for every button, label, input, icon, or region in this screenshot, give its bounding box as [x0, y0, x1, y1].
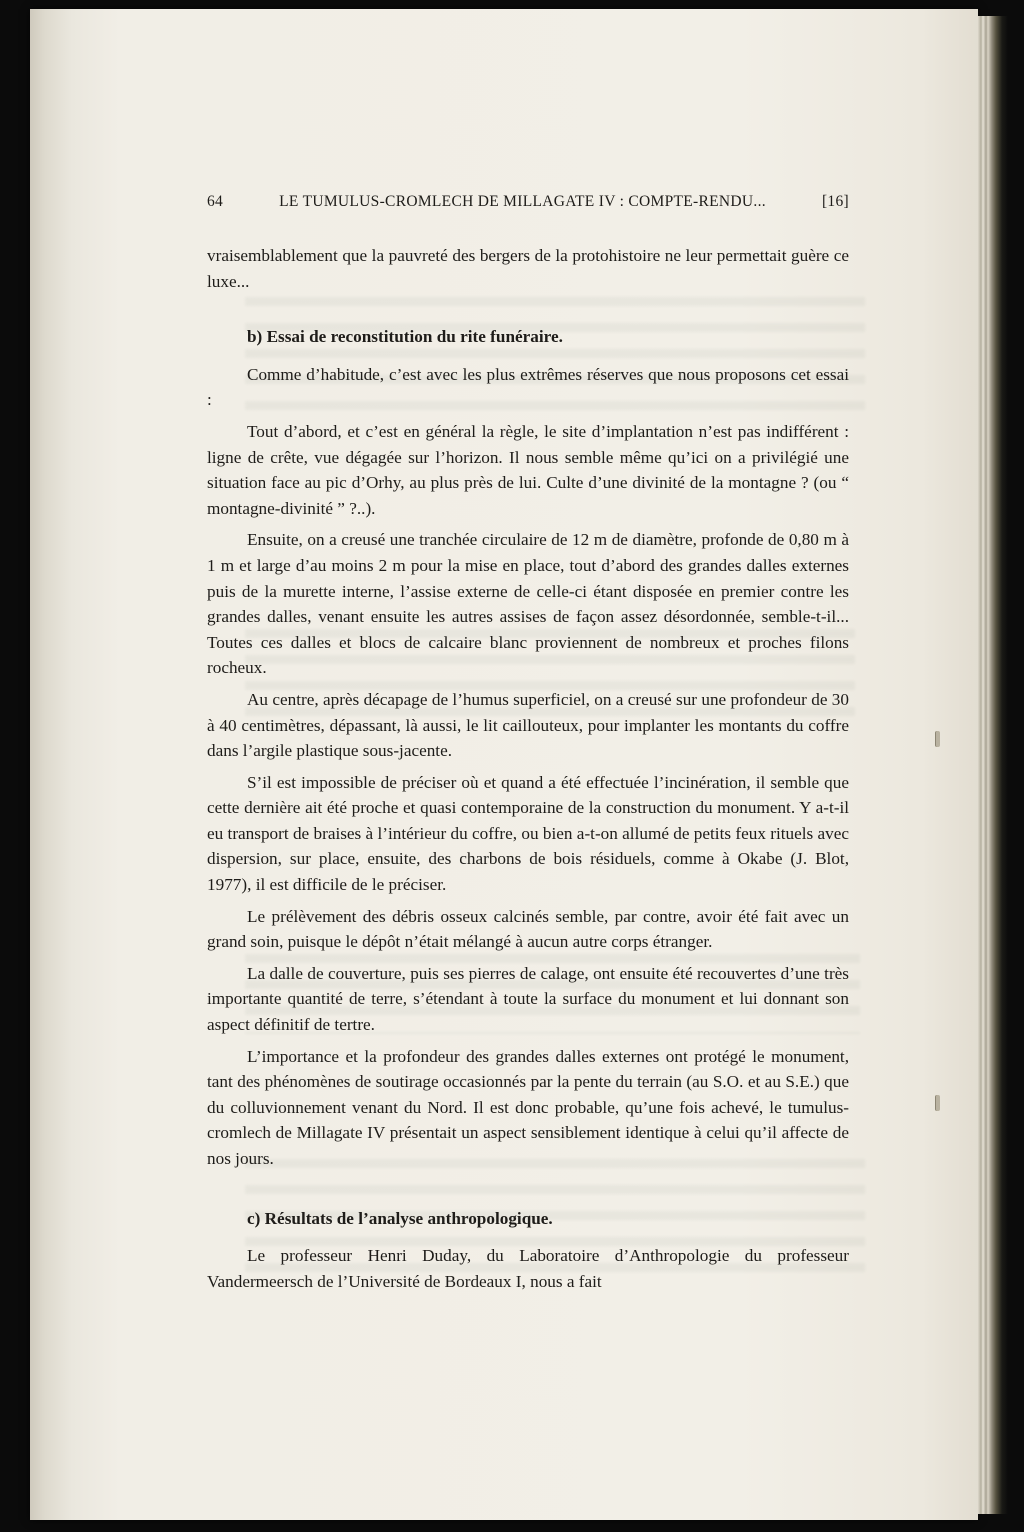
body-paragraph: Le professeur Henri Duday, du Laboratoire d’Anthropologie du professeur Vandermeersch de l’Université de Bordeaux I, nous a fait	[207, 1246, 849, 1291]
body-paragraph: Au centre, après décapage de l’humus superficiel, on a creusé sur une profondeur de 30 à 40 centimètres, dépassant, là aussi, le lit caillouteux, pour implanter les montants du coffre dans l’argile plastique sous-jacente.	[207, 689, 849, 761]
body-paragraph: La dalle de couverture, puis ses pierres de calage, ont ensuite été recouvertes d’une très importante quantité de terre, s’étendant à toute la surface du monument et lui donnant son aspect définitif de tertre.	[207, 963, 849, 1035]
binding-stitch	[935, 731, 940, 747]
text-column	[207, 193, 849, 1300]
binding-stitch	[935, 1095, 940, 1111]
section-heading-c: c) Résultats de l’analyse anthropologique.	[247, 1208, 553, 1228]
running-title: LE TUMULUS-CROMLECH DE MILLAGATE IV : COMPTE-RENDU...	[279, 193, 766, 210]
body-paragraph: Le prélèvement des débris osseux calcinés semble, par contre, avoir été fait avec un grand soin, puisque le dépôt n’était mélangé à aucun autre corps étranger.	[207, 906, 849, 952]
body-paragraph: Ensuite, on a creusé une tranchée circulaire de 12 m de diamètre, profonde de 0,80 m à 1 m et large d’au moins 2 m pour la mise en place, tout d’abord des grandes dalles externes puis de la murette interne, l’assise externe de celle-ci étant disposée en premier contre les grandes dalles, venant ensuite les autres assises de façon assez désordonnée, semble-t-il... Toutes ces dalles et blocs de calcaire blanc proviennent de nombreux et proches filons rocheux.	[207, 530, 849, 678]
book-page	[30, 9, 978, 1520]
body-paragraph: vraisemblablement que la pauvreté des bergers de la protohistoire ne leur permettait guère ce luxe...	[207, 246, 849, 291]
section-heading-b: b) Essai de reconstitution du rite funéraire.	[247, 327, 563, 347]
page-reference: [16]	[821, 193, 849, 210]
page-number: 64	[207, 193, 224, 210]
body-paragraph: Tout d’abord, et c’est en général la règle, le site d’implantation n’est pas indifférent : ligne de crête, vue dégagée sur l’horizon. Il nous semble même qu’ici on a privilégié une situation face au pic d’Orhy, au plus près de lui. Culte d’une divinité de la montagne ? (ou “ montagne-divinité ” ?..).	[207, 421, 849, 518]
body-paragraph: Comme d’habitude, c’est avec les plus extrêmes réserves que nous proposons cet essai :	[207, 364, 849, 410]
book-page-edges	[978, 16, 1008, 1514]
body-text	[207, 243, 849, 1294]
page-header	[207, 193, 849, 211]
body-paragraph: S’il est impossible de préciser où et quand a été effectuée l’incinération, il semble que cette dernière ait été proche et quasi contemporaine de la construction du monument. Y a-t-il eu transport de braises à l’intérieur du coffre, ou bien a-t-on allumé de petits feux rituels avec dispersion, sur place, ensuite, des charbons de bois résiduels, comme à Okabe (J. Blot, 1977), il est difficile de le préciser.	[207, 772, 849, 895]
body-paragraph: L’importance et la profondeur des grandes dalles externes ont protégé le monument, tant des phénomènes de soutirage occasionnés par la pente du terrain (au S.O. et au S.E.) que du colluvionnement venant du Nord. Il est donc probable, qu’une fois achevé, le tumulus-cromlech de Millagate IV présentait un aspect sensiblement identique à celui qu’il affecte de nos jours.	[207, 1046, 849, 1168]
